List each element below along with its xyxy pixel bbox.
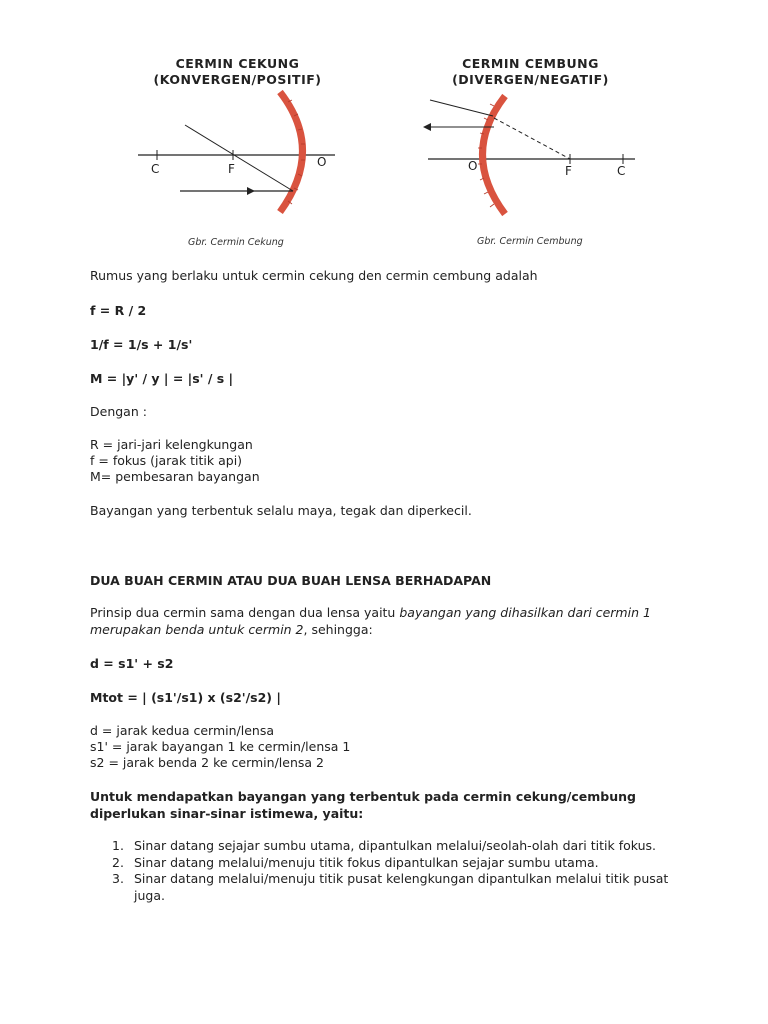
list-number: 3. [112, 871, 124, 886]
list-item [90, 855, 710, 872]
reflected-ray [185, 125, 293, 191]
label-f: F [565, 164, 572, 178]
label-c: C [151, 162, 160, 176]
list-item-text-continued: juga. [134, 887, 165, 903]
image-note: Bayangan yang terbentuk selalu maya, tegak dan diperkecil. [90, 503, 472, 518]
incident-ray [430, 100, 493, 116]
label-c: C [617, 164, 626, 178]
definition-r: R = jari-jari kelengkungan [90, 437, 253, 452]
principle-paragraph [90, 605, 651, 638]
formula-mirror: 1/f = 1/s + 1/s' [90, 337, 193, 352]
special-rays-heading-line2: diperlukan sinar-sinar istimewa, yaitu: [90, 806, 364, 821]
list-number: 2. [112, 854, 124, 870]
section-heading-two-mirrors: DUA BUAH CERMIN ATAU DUA BUAH LENSA BERHADAPAN [90, 573, 492, 588]
formula-f: f = R / 2 [90, 303, 147, 318]
convex-mirror-diagram [420, 88, 645, 223]
definition-s1: s1' = jarak bayangan 1 ke cermin/lensa 1 [90, 739, 351, 754]
special-rays-heading [90, 788, 636, 822]
formula-distance: d = s1' + s2 [90, 656, 174, 671]
label-o: O [317, 155, 327, 169]
label-f: F [228, 162, 235, 176]
concave-title-line1: CERMIN CEKUNG [175, 56, 300, 71]
dengan-label: Dengan : [90, 404, 147, 419]
list-number: 1. [112, 838, 124, 853]
principle-text-end: , sehingga: [303, 621, 373, 637]
label-o: O [468, 159, 478, 173]
concave-mirror-title [135, 56, 340, 88]
principle-italic-1: bayangan yang dihasilkan dari cermin 1 [399, 605, 651, 620]
principle-italic-2: merupakan benda untuk cermin 2 [90, 621, 304, 637]
definition-f: f = fokus (jarak titik api) [90, 453, 243, 468]
list-item-text: Sinar datang melalui/menuju titik fokus dipantulkan sejajar sumbu utama. [134, 854, 599, 870]
intro-text: Rumus yang berlaku untuk cermin cekung den cermin cembung adalah [90, 268, 538, 283]
concave-mirror [280, 92, 303, 212]
concave-title-line2: (KONVERGEN/POSITIF) [153, 72, 322, 87]
convex-title-line2: (DIVERGEN/NEGATIF) [452, 72, 609, 87]
list-item [90, 838, 710, 855]
formula-magnification: M = |y' / y | = |s' / s | [90, 371, 234, 386]
principle-text-start: Prinsip dua cermin sama dengan dua lensa yaitu [90, 605, 400, 620]
convex-caption: Gbr. Cermin Cembung [477, 236, 583, 247]
convex-title-line1: CERMIN CEMBUNG [462, 56, 599, 71]
concave-mirror-diagram [130, 88, 350, 223]
special-rays-heading-line1: Untuk mendapatkan bayangan yang terbentuk pada cermin cekung/cembung [90, 789, 636, 804]
list-item [90, 871, 710, 904]
concave-caption: Gbr. Cermin Cekung [188, 237, 284, 248]
list-item-text: Sinar datang sejajar sumbu utama, dipantulkan melalui/seolah-olah dari titik fokus. [134, 838, 657, 853]
list-item-text: Sinar datang melalui/menuju titik pusat kelengkungan dipantulkan melalui titik pusat [134, 871, 669, 886]
convex-mirror-title [428, 56, 633, 88]
ray-arrow [247, 187, 255, 195]
formula-mtot: Mtot = | (s1'/s1) x (s2'/s2) | [90, 690, 281, 705]
ray-arrow [423, 123, 431, 131]
definition-s2: s2 = jarak benda 2 ke cermin/lensa 2 [90, 755, 324, 770]
virtual-ray [494, 118, 570, 159]
definition-m: M= pembesaran bayangan [90, 469, 260, 484]
definition-d: d = jarak kedua cermin/lensa [90, 723, 274, 738]
special-rays-list [90, 838, 710, 904]
